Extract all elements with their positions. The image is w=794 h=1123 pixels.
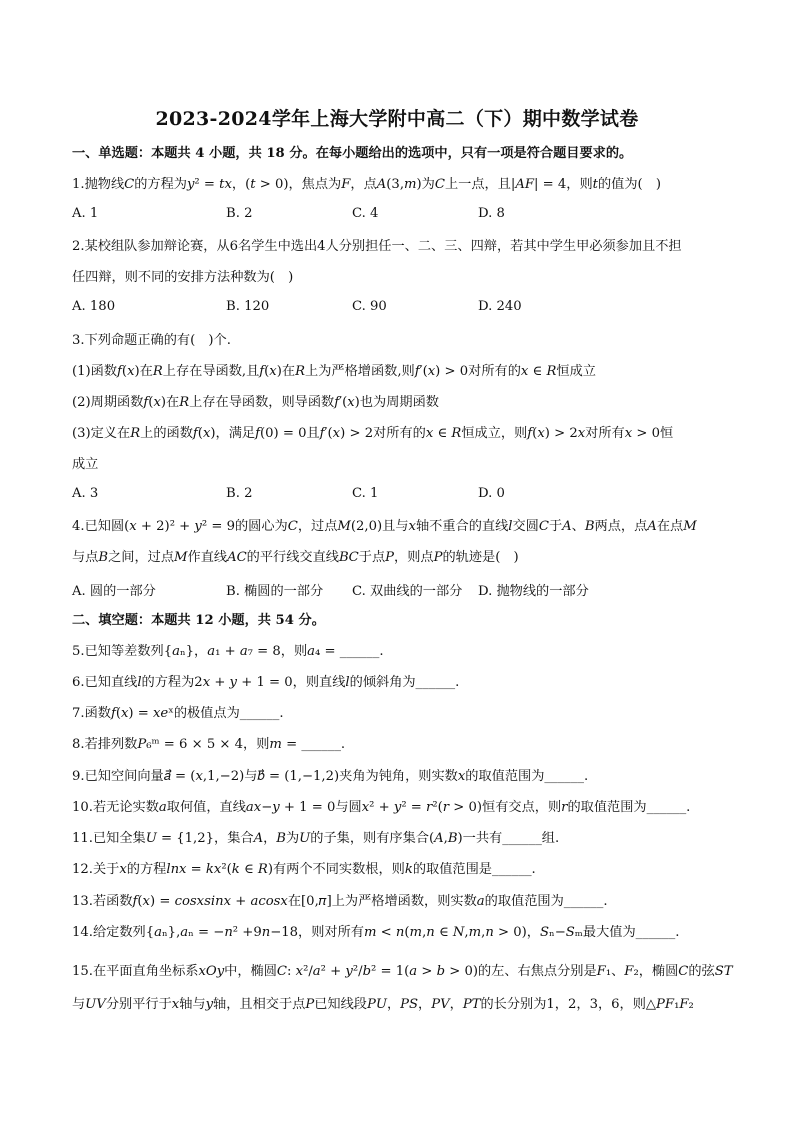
question-3-options bbox=[72, 486, 732, 506]
option-a: A. 3 bbox=[72, 486, 99, 501]
option-c: C. 4 bbox=[352, 206, 379, 221]
question-1: 1.抛物线𝐶的方程为𝑦² = 𝑡𝑥，(𝑡 > 0)，焦点为𝐹，点𝐴(3,𝑚)为𝐶上一点，且|𝐴𝐹| = 4，则𝑡的值为( ) bbox=[72, 177, 661, 192]
question-4-line-2: 与点𝐵之间，过点𝑀作直线𝐴𝐶的平行线交直线𝐵𝐶于点𝑃，则点𝑃的轨迹是( ) bbox=[72, 550, 519, 565]
option-c: C. 90 bbox=[352, 299, 387, 314]
question-4-line-1: 4.已知圆(𝑥 + 2)² + 𝑦² = 9的圆心为𝐶，过点𝑀(2,0)且与𝑥轴不重合的直线𝑙交圆𝐶于𝐴、𝐵两点，点𝐴在点𝑀 bbox=[72, 519, 697, 534]
question-2-line-1: 2.某校组队参加辩论赛，从6名学生中选出4人分别担任一、二、三、四辩，若其中学生甲必须参加且不担 bbox=[72, 239, 682, 254]
option-d: D. 抛物线的一部分 bbox=[478, 584, 589, 599]
section-single-choice: 一、单选题：本题共 4 小题，共 18 分。在每小题给出的选项中，只有一项是符合题目要求的。 bbox=[72, 146, 633, 161]
option-b: B. 120 bbox=[226, 299, 270, 314]
question-8: 8.若排列数𝑃₆ᵐ = 6 × 5 × 4，则𝑚 = ______. bbox=[72, 737, 346, 752]
question-11: 11.已知全集𝑈 = {1,2}，集合𝐴，𝐵为𝑈的子集，则有序集合(𝐴,𝐵)一共有______组. bbox=[72, 831, 560, 846]
option-c: C. 双曲线的一部分 bbox=[352, 584, 463, 599]
question-9: 9.已知空间向量𝑎⃗ = (𝑥,1,−2)与𝑏⃗ = (1,−1,2)夹角为钝角，则实数𝑥的取值范围为______. bbox=[72, 769, 589, 784]
question-13: 13.若函数𝑓(𝑥) = 𝑐𝑜𝑠𝑥𝑠𝑖𝑛𝑥 + 𝑎𝑐𝑜𝑠𝑥在[0,𝜋]上为严格增函数，则实数𝑎的取值范围为______. bbox=[72, 894, 608, 909]
section-fill-blank: 二、填空题：本题共 12 小题，共 54 分。 bbox=[72, 613, 325, 628]
question-3-statement-3: (3)定义在𝑅上的函数𝑓(𝑥)，满足𝑓(0) = 0且𝑓′(𝑥) > 2对所有的𝑥 ∈ 𝑅恒成立，则𝑓(𝑥) > 2𝑥对所有𝑥 > 0恒 bbox=[72, 426, 674, 441]
question-7: 7.函数𝑓(𝑥) = 𝑥𝑒ˣ的极值点为______. bbox=[72, 706, 284, 721]
option-a: A. 圆的一部分 bbox=[72, 584, 156, 599]
option-d: D. 240 bbox=[478, 299, 522, 314]
option-a: A. 1 bbox=[72, 206, 99, 221]
question-15-line-2: 与𝑈𝑉分别平行于𝑥轴与𝑦轴，且相交于点𝑃已知线段𝑃𝑈，𝑃𝑆，𝑃𝑉，𝑃𝑇的长分别为1，2，3，6，则△𝑃𝐹₁𝐹₂ bbox=[72, 997, 694, 1012]
option-d: D. 0 bbox=[478, 486, 505, 501]
question-10: 10.若无论实数𝑎取何值，直线𝑎𝑥−𝑦 + 1 = 0与圆𝑥² + 𝑦² = 𝑟²(𝑟 > 0)恒有交点，则𝑟的取值范围为______. bbox=[72, 800, 691, 815]
question-2-line-2: 任四辩，则不同的安排方法种数为( ) bbox=[72, 270, 294, 285]
option-d: D. 8 bbox=[478, 206, 505, 221]
question-4-options bbox=[72, 580, 732, 600]
option-c: C. 1 bbox=[352, 486, 379, 501]
question-15-line-1: 15.在平面直角坐标系𝑥𝑂𝑦中，椭圆𝐶: 𝑥²/𝑎² + 𝑦²/𝑏² = 1(𝑎 > 𝑏 > 0)的左、右焦点分别是𝐹₁、𝐹₂，椭圆𝐶的弦𝑆𝑇 bbox=[72, 964, 733, 979]
option-b: B. 2 bbox=[226, 486, 253, 501]
question-3-statement-2: (2)周期函数𝑓(𝑥)在𝑅上存在导函数，则导函数𝑓′(𝑥)也为周期函数 bbox=[72, 395, 439, 410]
question-3-statement-3-cont: 成立 bbox=[72, 457, 99, 472]
question-3-statement-1: (1)函数𝑓(𝑥)在𝑅上存在导函数,且𝑓(𝑥)在𝑅上为严格增函数,则𝑓′(𝑥) > 0对所有的𝑥 ∈ 𝑅恒成立 bbox=[72, 364, 596, 379]
option-b: B. 椭圆的一部分 bbox=[226, 584, 324, 599]
option-b: B. 2 bbox=[226, 206, 253, 221]
option-a: A. 180 bbox=[72, 299, 116, 314]
question-3: 3.下列命题正确的有( )个. bbox=[72, 333, 231, 348]
question-1-options bbox=[72, 206, 732, 226]
exam-title: 2023-2024学年上海大学附中高二（下）期中数学试卷 bbox=[155, 108, 639, 130]
question-2-options bbox=[72, 299, 732, 319]
question-12: 12.关于𝑥的方程𝑙𝑛𝑥 = 𝑘𝑥²(𝑘 ∈ 𝑅)有两个不同实数根，则𝑘的取值范围是______. bbox=[72, 862, 536, 877]
question-5: 5.已知等差数列{𝑎ₙ}，𝑎₁ + 𝑎₇ = 8，则𝑎₄ = ______. bbox=[72, 644, 384, 659]
question-6: 6.已知直线𝑙的方程为2𝑥 + 𝑦 + 1 = 0，则直线𝑙的倾斜角为______. bbox=[72, 675, 460, 690]
question-14: 14.给定数列{𝑎ₙ},𝑎ₙ = −𝑛² +9𝑛−18，则对所有𝑚 < 𝑛(𝑚,𝑛 ∈ 𝑁,𝑚,𝑛 > 0)，𝑆ₙ−𝑆ₘ最大值为______. bbox=[72, 925, 680, 940]
